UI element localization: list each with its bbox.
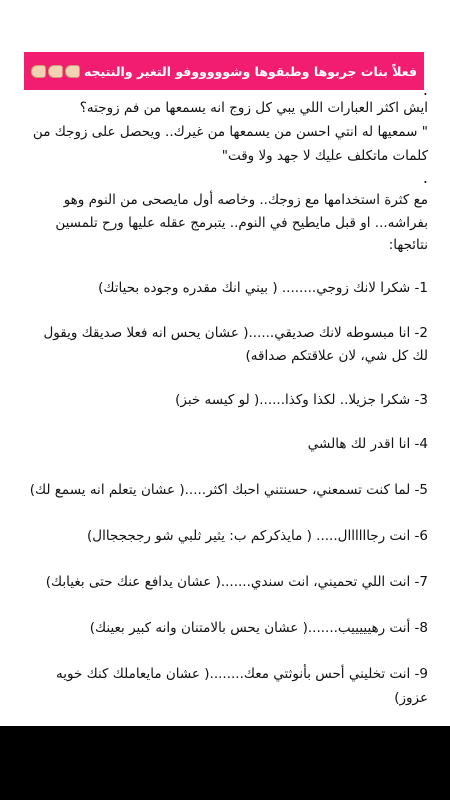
hand-icon xyxy=(31,65,46,78)
bullet-dot: . xyxy=(422,168,428,187)
usage-line-3: نتائجها: xyxy=(388,237,428,253)
hand-icon xyxy=(48,65,63,78)
question-text: ايش اكثر العبارات اللي يبي كل زوج انه يسمعها من فم زوجته؟ xyxy=(79,100,428,116)
phrase-8: 8- أنت رهيييييب.......( عشان يحس بالامتنان وانه كبير بعينك) xyxy=(89,620,428,636)
phrase-1: 1- شكرا لانك زوجي........ ( بيني انك مقدره وجوده بحياتك) xyxy=(98,280,428,296)
answer-line-2: كلمات ماتكلف عليك لا جهد ولا وقت" xyxy=(221,148,428,164)
phrase-5: 5- لما كنت تسمعني، حسنتني احبك اكثر.....( عشان يتعلم انه يسمع لك) xyxy=(29,482,428,498)
phrase-6: 6- انت رجاااااال..... ( مايذكركم ب: يثير ثلبي شو رججججاال) xyxy=(87,528,428,544)
phrase-4: 4- انا اقدر لك هالشي xyxy=(307,436,428,452)
phrase-3: 3- شكرا جزيلا.. لكذا وكذا......( لو كيسه خبز) xyxy=(175,392,428,408)
banner-title: فعلاً بنات جربوها وطبقوها وشوووووفو التغير والنتيجه xyxy=(83,63,418,79)
phrase-2-line-2: لك كل شي، لان علاقتكم صداقه) xyxy=(245,348,428,364)
hand-icons xyxy=(31,65,80,78)
phrase-9-line-2: عزوز) xyxy=(394,690,428,706)
usage-line-2: بفراشه... او قبل مايطيح في النوم.. يتبرمج عقله عليها ورح تلمسين xyxy=(55,215,428,231)
usage-line-1: مع كثرة استخدامها مع زوجك.. وخاصه أول مايصحى من النوم وهو xyxy=(63,192,428,208)
hand-icon xyxy=(65,65,80,78)
bullet-dot: . xyxy=(422,80,428,99)
answer-line-1: " سمعيها له انتي احسن من يسمعها من غيرك.. ويحصل على زوجك من xyxy=(32,124,428,140)
phrase-9-line-1: 9- انت تخليني أحس بأنوثتي معك........( عشان مايعاملك كنك خويه xyxy=(55,666,428,682)
phrase-7: 7- انت اللي تحميني، انت سندي.......( عشان يدافع عنك حتى بغيابك) xyxy=(45,574,428,590)
phrase-2-line-1: 2- انا مبسوطه لانك صديقي......( عشان يحس انه فعلا صديقك ويقول xyxy=(43,325,428,341)
